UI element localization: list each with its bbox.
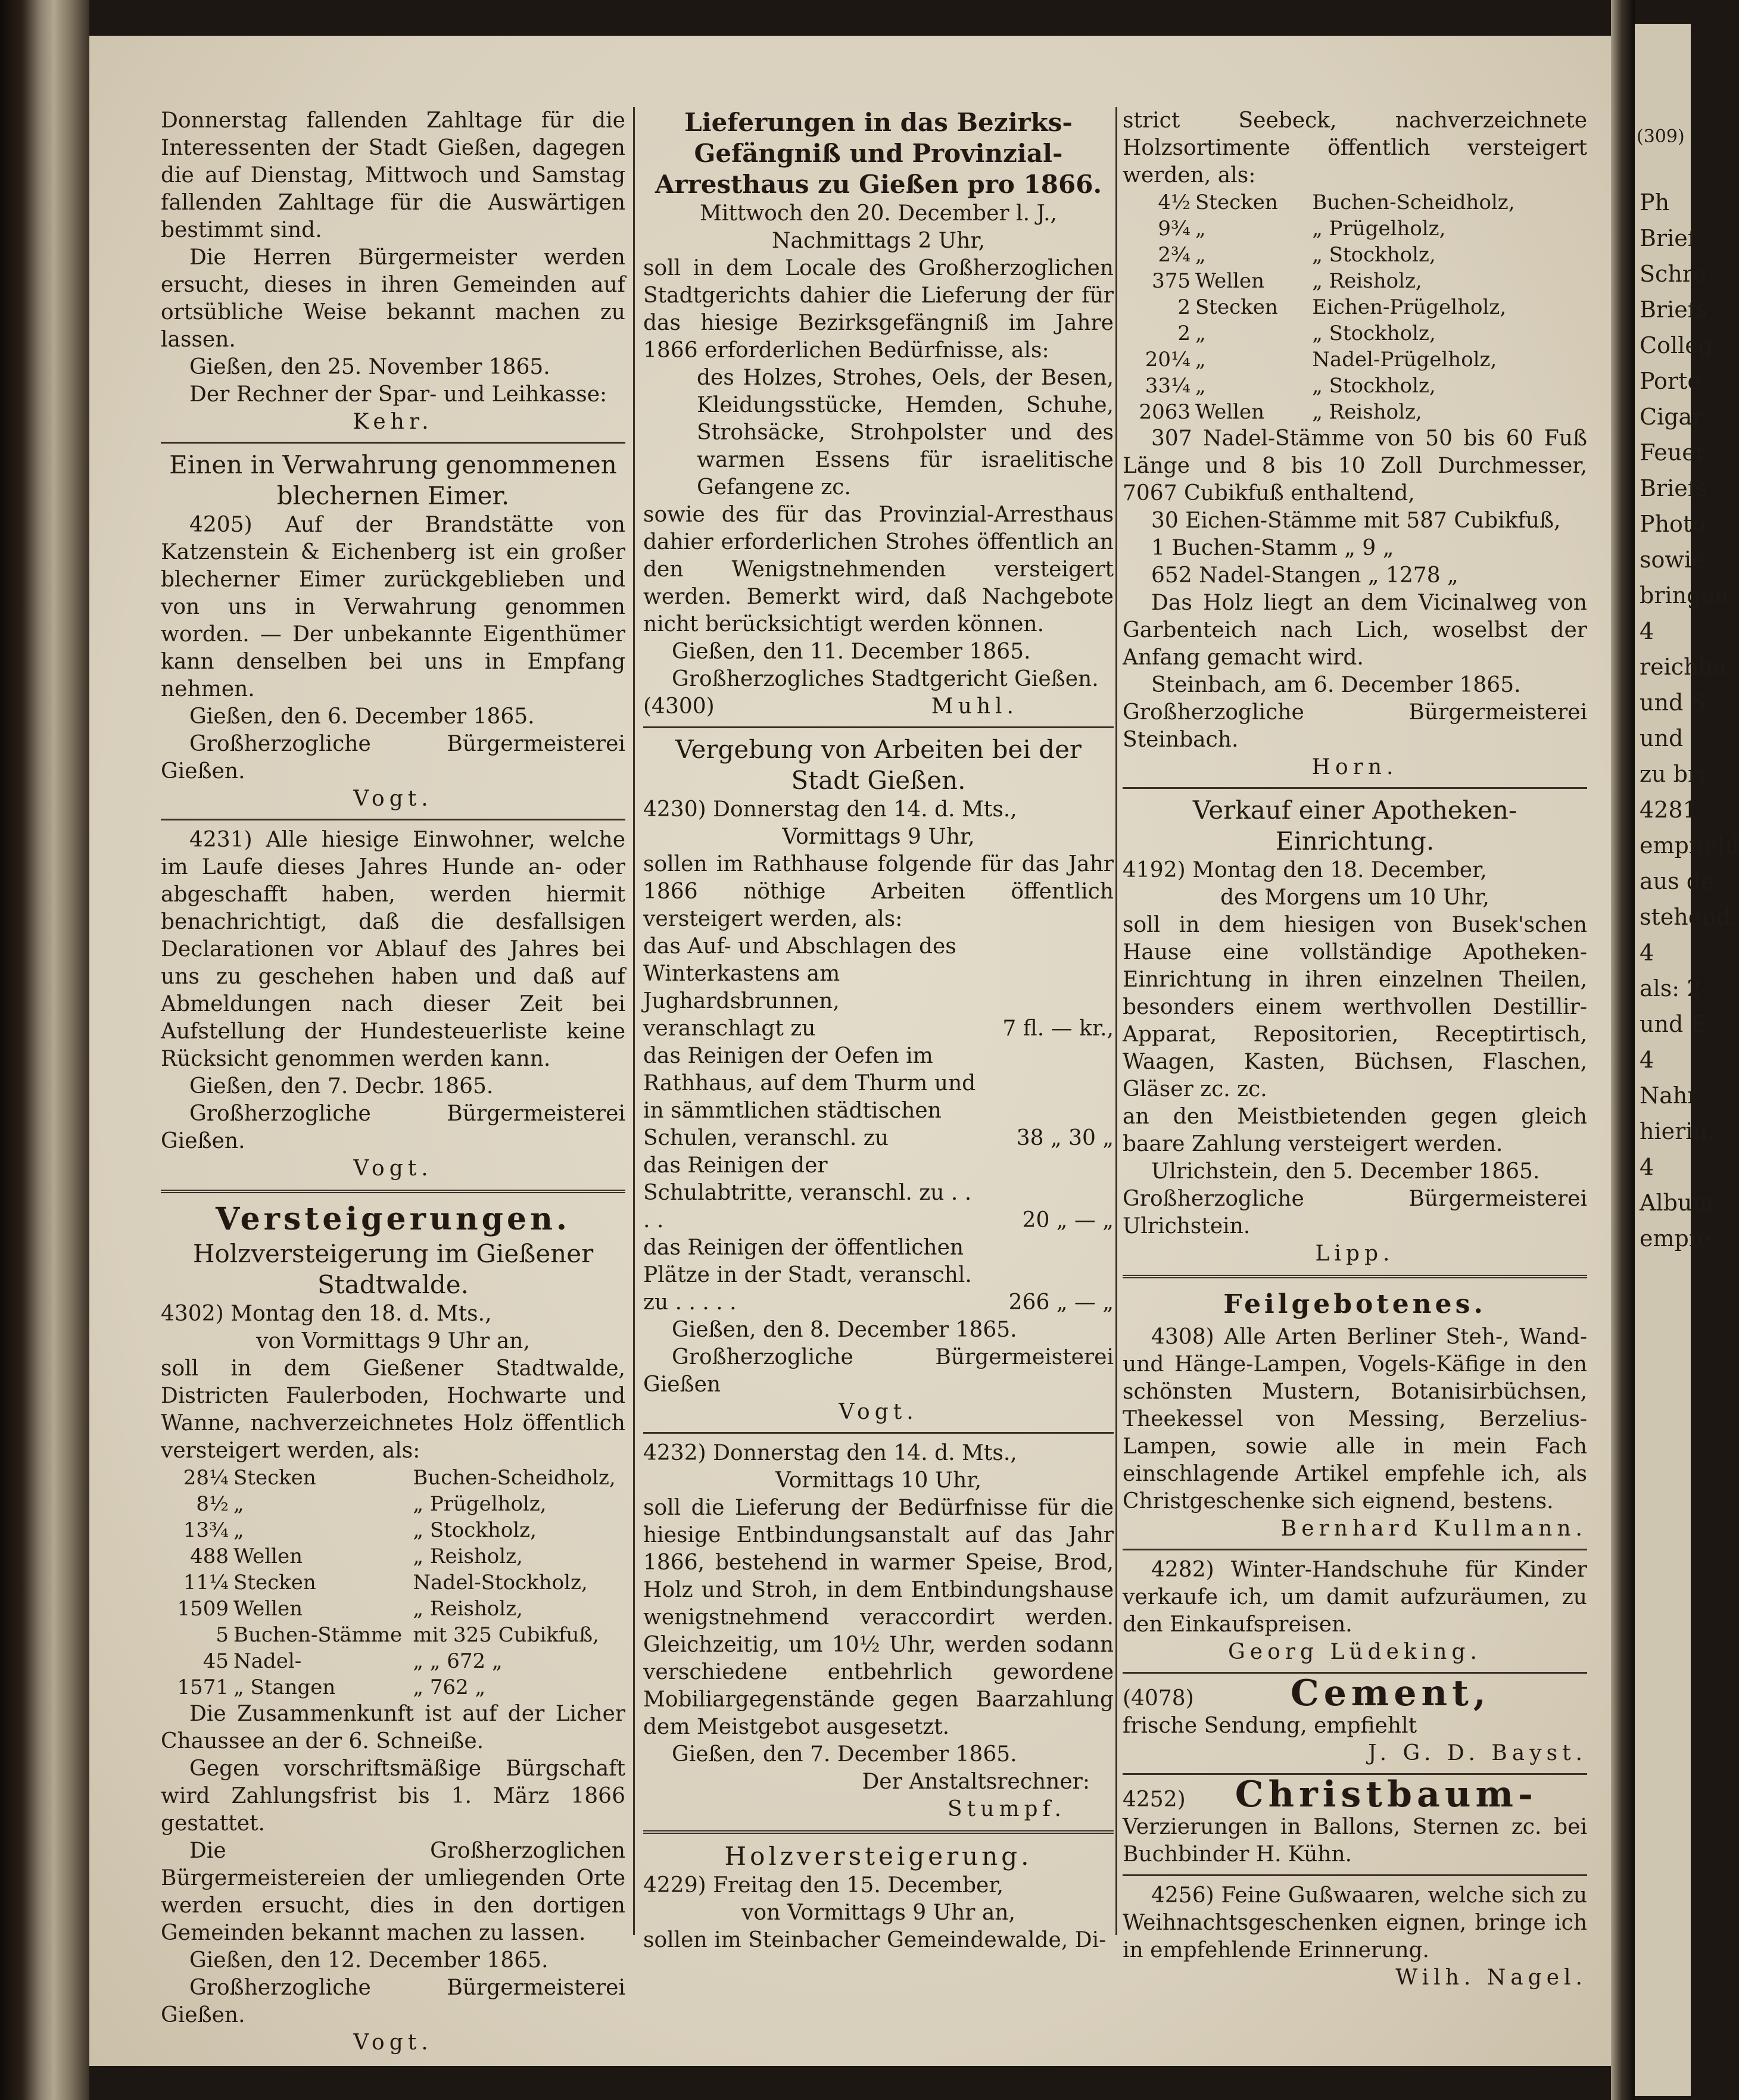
book-edge — [0, 0, 89, 2100]
divider — [1123, 787, 1587, 789]
date-line: Steinbach, am 6. December 1865. — [1151, 673, 1521, 697]
divider — [161, 442, 625, 444]
wood-row — [161, 1543, 625, 1569]
wood-unit: „ — [233, 1492, 244, 1516]
notice-text: Verzierungen in Ballons, Sternen zc. bei Buchbinder H. Kühn. — [1123, 1815, 1587, 1867]
notice-text: sollen im Steinbacher Gemeindewalde, Di- — [643, 1928, 1107, 1952]
wood-row — [1123, 294, 1587, 320]
wood-qty: 9¾ — [1158, 217, 1191, 241]
next-page-fragment: Schre — [1640, 261, 1707, 287]
date-line: Gießen, den 8. December 1865. — [672, 1318, 1017, 1342]
next-page-fragment: zu bri — [1640, 761, 1706, 787]
notice-text: Die Großherzoglichen Bürgermeistereien der umliegenden Orte werden ersucht, dies in den dortigen Gemeinden bekannt machen zu lassen. — [161, 1839, 625, 1945]
signature: Vogt. — [353, 2030, 433, 2055]
date-line: Gießen, den 6. December 1865. — [189, 704, 535, 729]
wood-qty: 375 — [1152, 269, 1191, 293]
notice-text: 30 Eichen-Stämme mit 587 Cubikfuß, — [1151, 508, 1561, 533]
when-line: Mittwoch den 20. December l. J., — [700, 201, 1057, 226]
divider — [161, 819, 625, 820]
wood-row — [161, 1674, 625, 1700]
office-line: Der Anstaltsrechner: — [862, 1770, 1090, 1794]
wood-qty: 1509 — [177, 1597, 229, 1621]
wood-row — [161, 1648, 625, 1674]
when-line: des Morgens um 10 Uhr, — [1220, 885, 1489, 910]
next-page-fragment: 4 — [1640, 1047, 1654, 1073]
wood-unit: Stecken — [233, 1571, 316, 1594]
wood-qty: 8½ — [196, 1492, 229, 1516]
notice-title: Lieferungen in das Bezirks-Gefängniß und Provinzial-Arresthaus zu Gießen pro 1866. — [655, 108, 1102, 199]
notice-text: 4256) Feine Gußwaaren, welche sich zu Weihnachtsgeschenken eignen, bringe ich in empfehlende Erinnerung. — [1123, 1883, 1587, 1962]
next-page-fragment: Photo — [1640, 511, 1706, 537]
work-description: das Auf- und Abschlagen des Winterkastens am Jughardsbrunnen, veranschlagt zu — [643, 934, 956, 1041]
office-line: Großherzogliche Bürgermeisterei Ulrichstein. — [1123, 1187, 1587, 1238]
next-page-fragment: stehend. — [1640, 904, 1738, 930]
wood-row — [1123, 347, 1587, 373]
wood-row — [1123, 268, 1587, 294]
next-page-fragment: empfiehl — [1640, 832, 1739, 859]
ad-title: Christbaum- — [1235, 1774, 1538, 1815]
notice-text: soll die Lieferung der Bedürfnisse für die hiesige Entbindungsanstalt auf das Jahr 1866, bestehend in warmer Speise, Brod, Holz und Stroh, in dem Entbindungshause wenigstnehmend veraccordirt werden. Gleichzeitig, um 10½ Uhr, werden sodann verschiedene entbehrlich gewordene Mobiliargegenstände gegen Baarzahlung dem Meistgebot ausgesetzt. — [643, 1496, 1114, 1739]
notice-title: Holzversteigerung. — [724, 1842, 1033, 1871]
wood-type: Buchen-Scheidholz, — [413, 1466, 616, 1490]
signature: Bernhard Kullmann. — [1280, 1517, 1587, 1541]
when-line: Nachmittags 2 Uhr, — [772, 229, 985, 253]
office-line: Großherzogliche Bürgermeisterei Steinbach. — [1123, 700, 1587, 752]
notice-text: 652 Nadel-Stangen „ 1278 „ — [1151, 563, 1458, 588]
wood-type: „ Stockholz, — [1312, 374, 1436, 398]
wood-type: Nadel-Prügelholz, — [1312, 348, 1497, 372]
divider — [643, 726, 1114, 728]
notice-title: Einen in Verwahrung genommenen blechernen Eimer. — [169, 450, 617, 510]
next-page-fragment: als: 2 — [1640, 975, 1701, 1001]
wood-qty: 45 — [202, 1649, 229, 1673]
column-3 — [1123, 107, 1587, 1992]
wood-qty: 2 — [1177, 295, 1191, 319]
wood-qty: 2063 — [1139, 400, 1191, 424]
wood-qty: 5 — [216, 1623, 229, 1647]
ad-title: Cement, — [1290, 1672, 1491, 1714]
wood-qty: 33¼ — [1145, 374, 1191, 398]
notice-text: 307 Nadel-Stämme von 50 bis 60 Fuß Länge und 8 bis 10 Zoll Durchmesser, 7067 Cubikfuß enthaltend, — [1123, 426, 1587, 506]
notice-text: 1 Buchen-Stamm „ 9 „ — [1151, 536, 1394, 560]
wood-row — [161, 1491, 625, 1517]
wood-qty: 11¼ — [183, 1571, 229, 1594]
work-cost: 38 „ 30 „ — [1016, 1126, 1114, 1150]
column-2 — [643, 107, 1114, 1954]
next-page-fragment: Album — [1640, 1190, 1714, 1216]
wood-qty: 2 — [1177, 322, 1191, 345]
office-line: Großherzogliche Bürgermeisterei Gießen. — [161, 732, 625, 784]
office-line: Großherzogliche Bürgermeisterei Gießen — [643, 1345, 1114, 1397]
wood-qty: 4½ — [1158, 191, 1191, 214]
wood-type: „ Reisholz, — [1312, 400, 1422, 424]
notice-text: an den Meistbietenden gegen gleich baare Zahlung versteigert werden. — [1123, 1104, 1587, 1156]
page-number: (309) — [1637, 126, 1685, 147]
double-divider — [643, 1830, 1114, 1834]
number-signature-row — [643, 693, 1114, 720]
work-item — [643, 1152, 1114, 1234]
work-description: das Reinigen der Oefen im Rathhaus, auf dem Thurm und in sämmtlichen städtischen Schulen, veranschl. zu — [643, 1044, 976, 1150]
signature: Muhl. — [931, 694, 1018, 719]
signature: Wilh. Nagel. — [1395, 1965, 1587, 1990]
next-page-fragment: Colleg — [1640, 332, 1713, 358]
column-rule — [633, 107, 635, 1935]
wood-qty: 1571 — [177, 1675, 229, 1699]
book-gutter — [1611, 0, 1635, 2100]
wood-row — [1123, 242, 1587, 268]
next-page-fragment: und E — [1640, 1011, 1707, 1037]
notice-text: sollen im Rathhause folgende für das Jahr 1866 nöthige Arbeiten öffentlich versteigert werden, als: — [643, 852, 1114, 931]
work-item — [643, 933, 1114, 1043]
date-line: Ulrichstein, den 5. December 1865. — [1151, 1159, 1540, 1184]
notice-text: soll in dem Locale des Großherzoglichen Stadtgerichts dahier die Lieferung der für das hiesige Bezirksgefängniß im Jahre 1866 erforderlichen Bedürfnisse, als: — [643, 256, 1114, 363]
item-list: des Holzes, Strohes, Oels, der Besen, Kleidungsstücke, Hemden, Schuhe, Strohsäcke, Strohpolster und des warmen Essens für israelitische Gefangene zc. — [697, 366, 1114, 500]
notice-text: Das Holz liegt an dem Vicinalweg von Garbenteich nach Lich, woselbst der Anfang gemacht wird. — [1123, 591, 1587, 670]
wood-unit: „ — [1195, 322, 1206, 345]
wood-qty: 13¾ — [183, 1518, 229, 1542]
next-page-fragment: reichha — [1640, 654, 1726, 680]
signature: J. G. D. Bayst. — [1368, 1741, 1587, 1765]
work-description: das Reinigen der Schulabtritte, veranschl. zu . . . . — [643, 1153, 972, 1232]
wood-type: Buchen-Scheidholz, — [1312, 191, 1515, 214]
next-page-strip — [1635, 24, 1739, 2096]
wood-unit: Wellen — [1195, 400, 1265, 424]
wood-unit: „ — [233, 1518, 244, 1542]
work-item — [643, 1043, 1114, 1152]
signature: Georg Lüdeking. — [1228, 1640, 1482, 1664]
signature: Vogt. — [839, 1400, 918, 1424]
wood-row — [161, 1465, 625, 1491]
notice-title: Vergebung von Arbeiten bei der Stadt Gießen. — [675, 735, 1082, 795]
office-line: Großherzogliche Bürgermeisterei Gießen. — [161, 1976, 625, 2027]
notice-text: 4308) Alle Arten Berliner Steh-, Wand- und Hänge-Lampen, Vogels-Käfige in den schönsten Mustern, Botanisirbüchsen, Theekessel von Messing, Berzelius-Lampen, sowie alle in mein Fach einschlagende Artikel empfehle ich, als Christgeschenke sich eignend, bestens. — [1123, 1325, 1587, 1514]
section-heading: Feilgebotenes. — [1223, 1289, 1486, 1319]
signature: Horn. — [1311, 755, 1398, 779]
date-line: Gießen, den 11. December 1865. — [672, 639, 1031, 664]
next-page-fragment: Porte — [1640, 368, 1701, 394]
wood-unit: Stecken — [1195, 295, 1278, 319]
work-description: das Reinigen der öffentlichen Plätze in der Stadt, veranschl. zu . . . . . — [643, 1235, 972, 1315]
work-item — [643, 1234, 1114, 1316]
next-page-fragment: und — [1640, 725, 1684, 751]
wood-type: Eichen-Prügelholz, — [1312, 295, 1507, 319]
notice-text: frische Sendung, empfiehlt — [1123, 1714, 1417, 1738]
signature: Stumpf. — [948, 1797, 1066, 1821]
notice-text: strict Seebeck, nachverzeichnete Holzsortimente öffentlich versteigert werden, als: — [1123, 108, 1587, 188]
notice-text: 4282) Winter-Handschuhe für Kinder verkaufe ich, um damit aufzuräumen, zu den Einkaufspreisen. — [1123, 1558, 1587, 1637]
next-page-text — [1635, 185, 1739, 1256]
next-page-fragment: Briefs — [1640, 475, 1708, 501]
when-line: 4232) Donnerstag den 14. d. Mts., — [643, 1441, 1017, 1465]
wood-unit: Nadel- — [233, 1649, 302, 1673]
when-line: von Vormittags 9 Uhr an, — [741, 1901, 1015, 1925]
wood-type: „ Stockholz, — [1312, 243, 1436, 267]
notice-text: Gegen vorschriftsmäßige Bürgschaft wird Zahlungsfrist bis 1. März 1866 gestattet. — [161, 1756, 625, 1836]
paragraph: Donnerstag fallenden Zahltage für die Interessenten der Stadt Gießen, dagegen die auf Dienstag, Mittwoch und Samstag fallenden Zahltage für die Auswärtigen bestimmt sind. — [161, 108, 625, 242]
wood-type: Nadel-Stockholz, — [413, 1571, 588, 1594]
wood-unit: Wellen — [1195, 269, 1265, 293]
notice-text: soll in dem hiesigen von Busek'schen Hause eine vollständige Apotheken-Einrichtung in ihren einzelnen Theilen, besonders einem werthvollen Destillir-Apparat, Repositorien, Receptirtisch, Waagen, Kasten, Büchsen, Flaschen, Gläser zc. zc. — [1123, 913, 1587, 1102]
wood-type: „ Prügelholz, — [413, 1492, 547, 1516]
signature: Lipp. — [1315, 1241, 1395, 1266]
wood-unit: „ Stangen — [233, 1675, 336, 1699]
date-line: Gießen, den 25. November 1865. — [189, 355, 550, 379]
when-line: Vormittags 10 Uhr, — [775, 1468, 982, 1493]
paragraph: Die Herren Bürgermeister werden ersucht, dieses in ihren Gemeinden auf ortsübliche Weise bekannt machen zu lassen. — [161, 245, 625, 352]
wood-unit: Buchen-Stämme — [233, 1623, 403, 1647]
notice-text: 4231) Alle hiesige Einwohner, welche im Laufe dieses Jahres Hunde an- oder abgeschafft haben, werden hiermit benachrichtigt, daß die desfallsigen Declarationen vor Ablauf des Jahres bei uns zu geschehen haben und daß auf Abmeldungen nach dieser Zeit bei Aufstellung der Hundesteuerliste keine Rücksicht genommen werden kann. — [161, 828, 625, 1071]
wood-row — [1123, 373, 1587, 399]
when-line: von Vormittags 9 Uhr an, — [256, 1329, 530, 1353]
ad-header — [1123, 1774, 1587, 1815]
divider — [1123, 1874, 1587, 1876]
next-page-fragment: Ph — [1640, 189, 1670, 216]
next-page-fragment: sowie — [1640, 547, 1705, 573]
column-1 — [161, 107, 625, 2057]
wood-type: „ Stockholz, — [1312, 322, 1436, 345]
next-page-fragment: Briefs — [1640, 297, 1708, 323]
wood-row — [161, 1596, 625, 1622]
wood-qty: 28¼ — [183, 1466, 229, 1490]
section-heading: Versteigerungen. — [216, 1201, 571, 1237]
double-divider — [161, 1190, 625, 1193]
wood-unit: Stecken — [233, 1466, 316, 1490]
when-line: 4230) Donnerstag den 14. d. Mts., — [643, 797, 1017, 822]
date-line: Gießen, den 7. Decbr. 1865. — [189, 1074, 494, 1099]
column-rule — [1115, 107, 1117, 1935]
work-cost: 266 „ — „ — [1008, 1290, 1114, 1315]
notice-text: 4205) Auf der Brandstätte von Katzenstein & Eichenberg ist ein großer blecherner Eimer zurückgeblieben und von uns in Verwahrung genommen worden. — Der unbekannte Eigenthümer kann denselben bei uns in Empfang nehmen. — [161, 513, 625, 701]
next-page-fragment: Cigar — [1640, 404, 1703, 430]
next-page-fragment: Brief — [1640, 225, 1696, 251]
next-page-fragment: bringen — [1640, 582, 1729, 609]
divider — [643, 1432, 1114, 1434]
next-page-fragment: aus de — [1640, 868, 1715, 894]
wood-type: „ Stockholz, — [413, 1518, 537, 1542]
wood-type: „ „ 672 „ — [413, 1649, 503, 1673]
next-page-fragment: Nahr — [1640, 1082, 1699, 1109]
next-page-fragment: und S — [1640, 689, 1706, 716]
wood-unit: „ — [1195, 217, 1206, 241]
when-line: 4192) Montag den 18. December, — [1123, 858, 1487, 882]
wood-unit: „ — [1195, 374, 1206, 398]
wood-row — [1123, 189, 1587, 216]
wood-row — [1123, 399, 1587, 425]
double-divider — [1123, 1275, 1587, 1278]
wood-qty: 2¾ — [1158, 243, 1191, 267]
notice-number: 4252) — [1123, 1787, 1186, 1812]
signature: Vogt. — [353, 787, 433, 811]
wood-row — [1123, 320, 1587, 347]
notice-number: (4300) — [643, 694, 715, 719]
notice-text: soll in dem Gießener Stadtwalde, Districten Faulerboden, Hochwarte und Wanne, nachverzeichnetes Holz öffentlich versteigert werden, als: — [161, 1356, 625, 1463]
wood-unit: Stecken — [1195, 191, 1278, 214]
next-page-fragment: Feuer — [1640, 439, 1706, 466]
wood-unit: Wellen — [233, 1544, 303, 1568]
signature: Kehr. — [353, 410, 434, 434]
office-line: Der Rechner der Spar- und Leihkasse: — [189, 382, 607, 407]
when-line: 4302) Montag den 18. d. Mts., — [161, 1302, 492, 1326]
next-page-fragment: 4 — [1640, 940, 1654, 966]
office-line: Großherzogliches Stadtgericht Gießen. — [672, 667, 1099, 691]
wood-qty: 20¼ — [1145, 348, 1191, 372]
wood-unit: „ — [1195, 243, 1206, 267]
wood-type: „ Reisholz, — [1312, 269, 1422, 293]
wood-qty: 488 — [190, 1544, 229, 1568]
next-page-fragment: 4 — [1640, 618, 1654, 644]
wood-row — [161, 1569, 625, 1596]
wood-list — [161, 1465, 625, 1700]
next-page-fragment: 4 — [1640, 1154, 1654, 1180]
work-cost: 20 „ — „ — [1022, 1208, 1114, 1232]
wood-row — [161, 1622, 625, 1648]
notice-text: sowie des für das Provinzial-Arresthaus dahier erforderlichen Strohes öffentlich an den Wenigstnehmenden versteigert werden. Bemerkt wird, daß Nachgebote nicht berücksichtigt werden können. — [643, 503, 1114, 636]
wood-row — [1123, 216, 1587, 242]
notice-title: Verkauf einer Apotheken-Einrichtung. — [1192, 795, 1517, 856]
office-line: Großherzogliche Bürgermeisterei Gießen. — [161, 1102, 625, 1153]
when-line: 4229) Freitag den 15. December, — [643, 1873, 1004, 1898]
wood-row — [161, 1517, 625, 1543]
wood-type: „ Prügelholz, — [1312, 217, 1446, 241]
date-line: Gießen, den 7. December 1865. — [672, 1742, 1017, 1767]
wood-list — [1123, 189, 1587, 425]
notice-title: Holzversteigerung im Gießener Stadtwalde. — [192, 1239, 594, 1299]
wood-type: „ Reisholz, — [413, 1544, 523, 1568]
when-line: Vormittags 9 Uhr, — [782, 825, 975, 849]
wood-type: mit 325 Cubikfuß, — [413, 1623, 599, 1647]
wood-unit: „ — [1195, 348, 1206, 372]
next-page-fragment: 4281 — [1640, 797, 1697, 823]
wood-unit: Wellen — [233, 1597, 303, 1621]
work-cost: 7 fl. — kr., — [1002, 1016, 1114, 1041]
next-page-fragment: empfe — [1640, 1225, 1711, 1252]
wood-type: „ 762 „ — [413, 1675, 486, 1699]
notice-text: Die Zusammenkunft ist auf der Licher Chaussee an der 6. Schneiße. — [161, 1702, 625, 1753]
notice-number: (4078) — [1123, 1686, 1194, 1711]
date-line: Gießen, den 12. December 1865. — [189, 1948, 548, 1973]
wood-type: „ Reisholz, — [413, 1597, 523, 1621]
ad-header — [1123, 1672, 1587, 1714]
signature: Vogt. — [353, 1156, 433, 1181]
divider — [1123, 1549, 1587, 1550]
next-page-fragment: hierin, — [1640, 1118, 1715, 1144]
